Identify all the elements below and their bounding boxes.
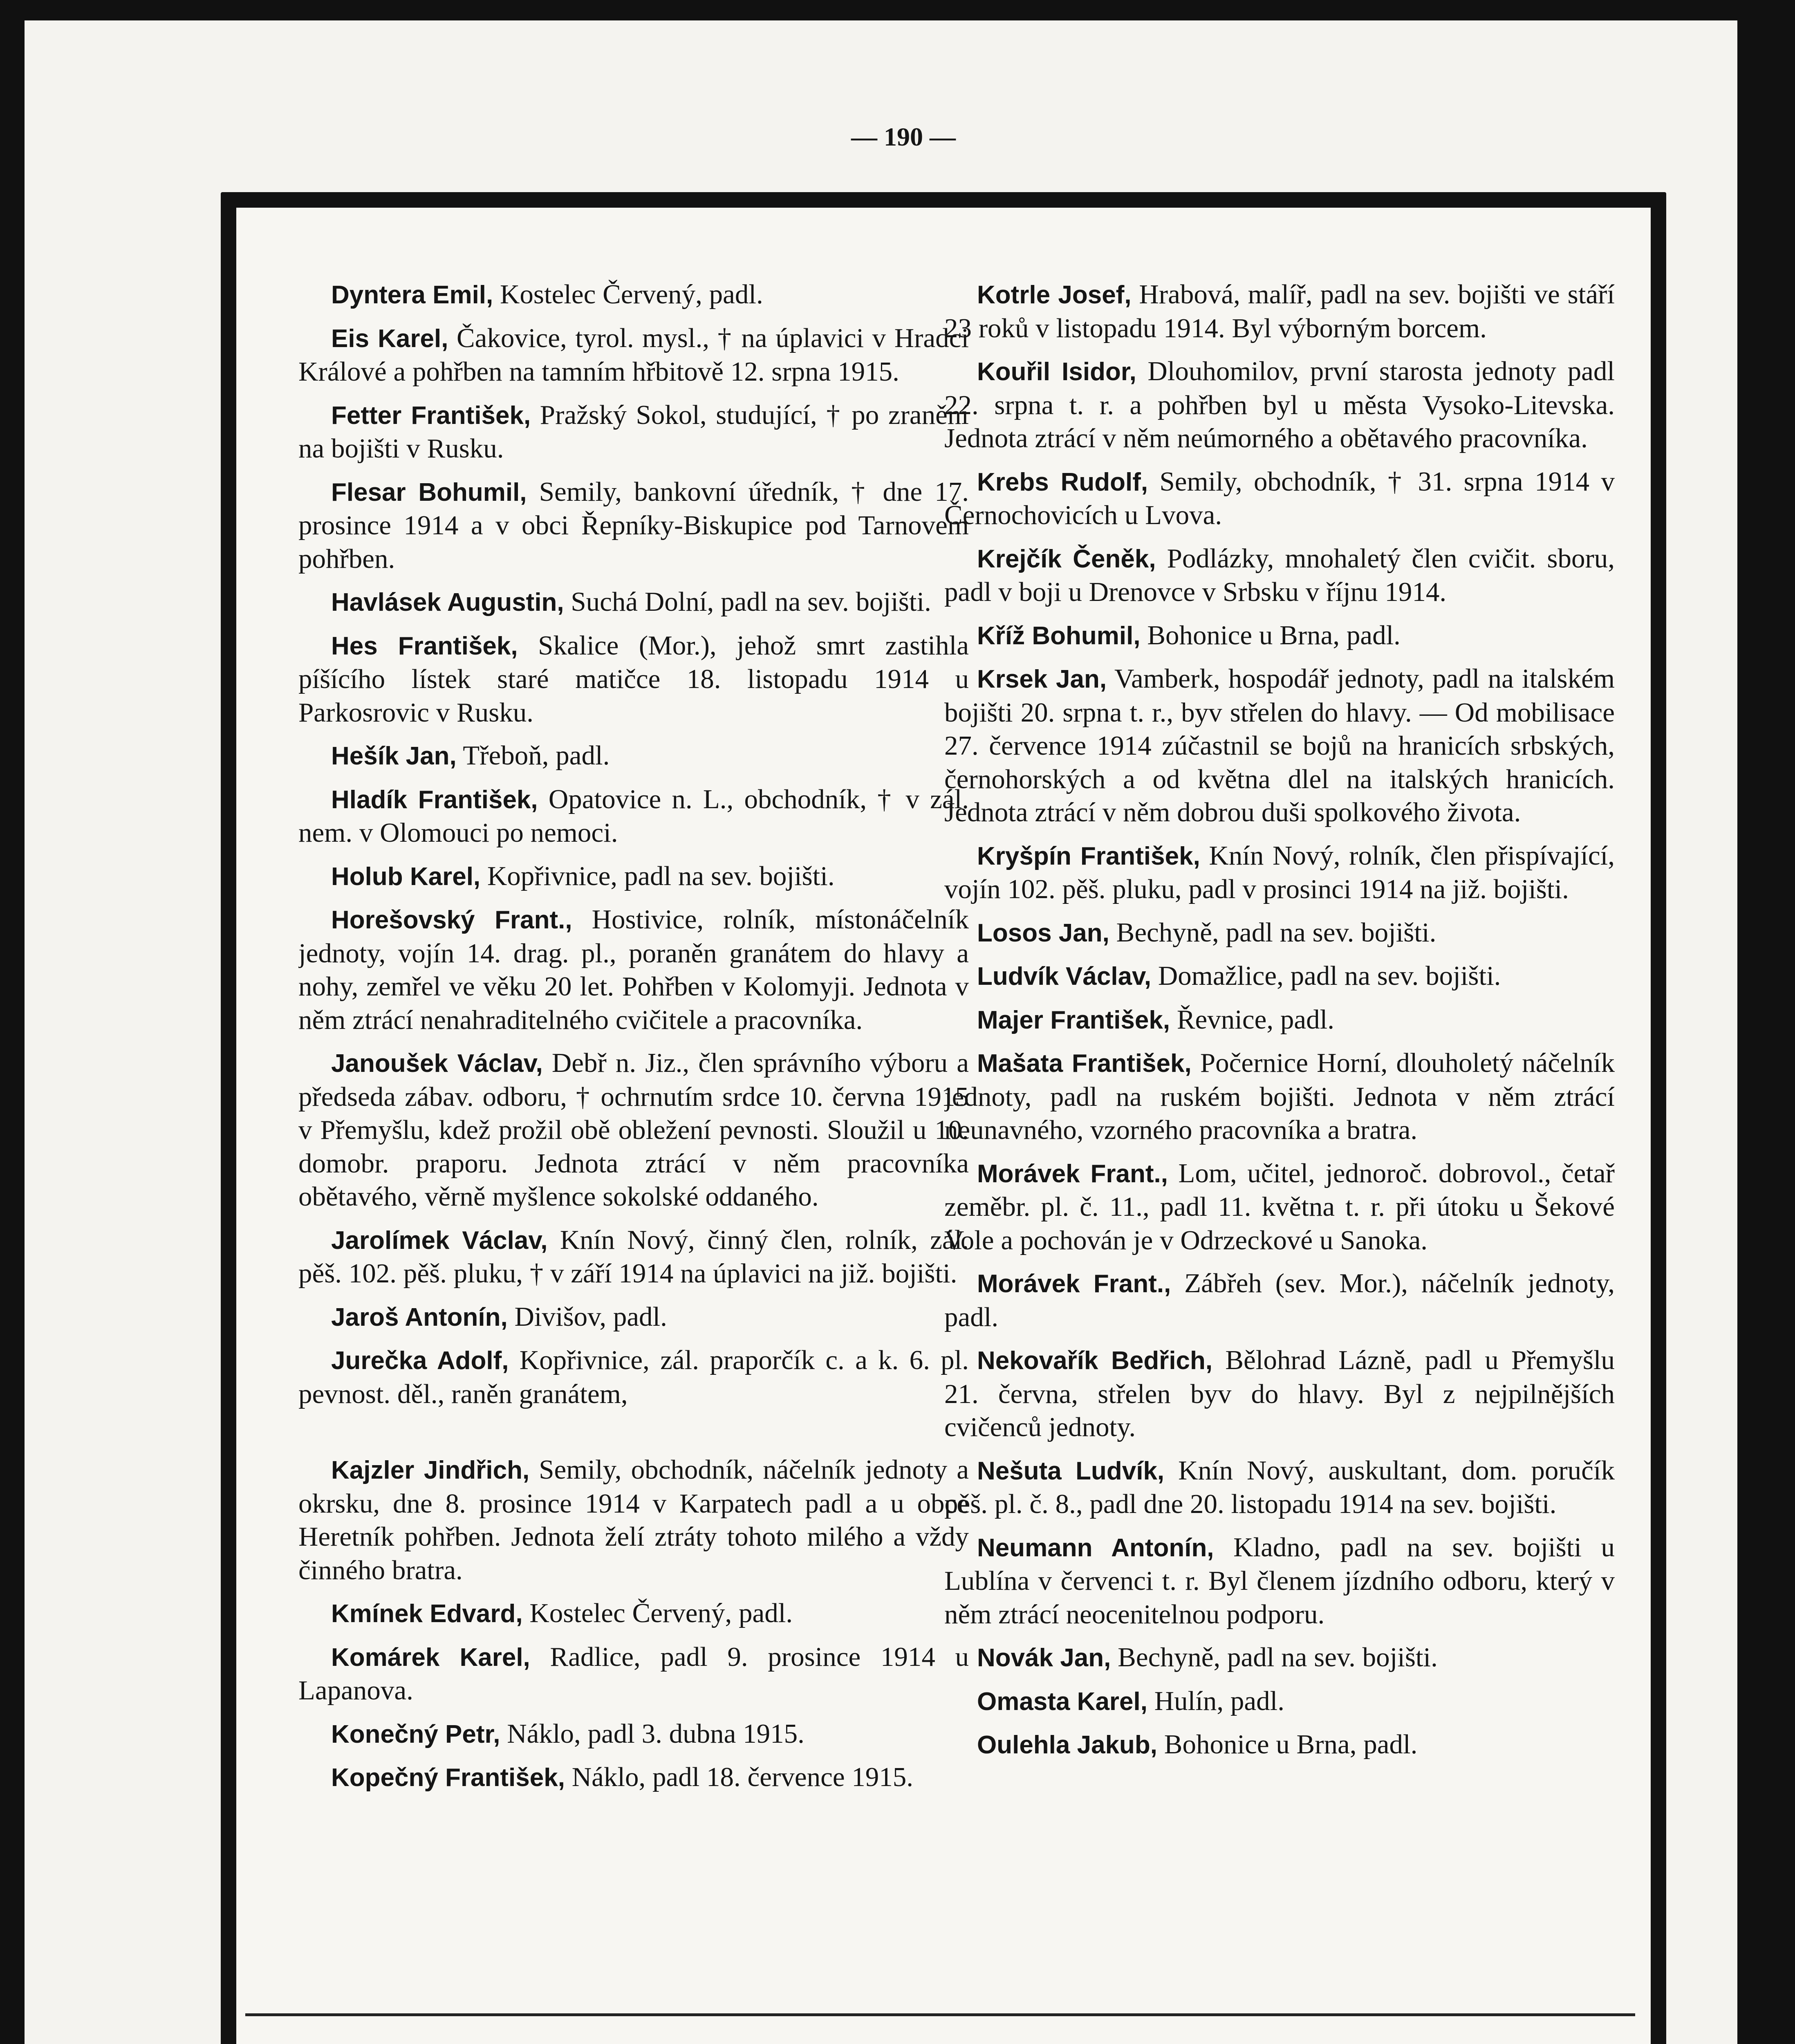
obituary-entry [944,619,1615,653]
entry-text: Náklo, padl 18. července 1915. [565,1762,914,1792]
entry-text: Bohonice u Brna, padl. [1157,1729,1418,1759]
entry-name: Novák Jan, [977,1644,1111,1672]
entry-text: Pražský Sokol, studující, † po zranění na bojišti v Rusku. [298,399,969,464]
entry-text: Hulín, padl. [1147,1685,1284,1716]
entry-name: Dyntera Emil, [331,281,493,309]
entry-text: Podlázky, mnohaletý člen cvičit. sboru, padl v boji u Drenovce v Srbsku v říjnu 1914. [944,543,1615,607]
entry-name: Jurečka Adolf, [331,1347,509,1375]
entry-text: Kladno, padl na sev. bojišti u Lublína v červenci t. r. Byl členem jízdního odboru, který v něm ztrácí neocenitelnou podporu. [944,1532,1615,1629]
entry-name: Kopečný František, [331,1764,565,1792]
entry-name: Kotrle Josef, [977,281,1132,309]
left-column [298,278,969,1975]
entry-text: Kostelec Červený, padl. [493,279,763,309]
entry-text: Třeboň, padl. [456,740,610,771]
entry-text: Semily, bankovní úředník, † dne 17. prosince 1914 a v obci Řepníky-Biskupice pod Tarnovem pohřben. [298,476,969,574]
entry-name: Krebs Rudolf, [977,468,1148,496]
entry-name: Kříž Bohumil, [977,621,1141,650]
obituary-entry [298,475,969,576]
entry-text: Semily, obchodník, náčelník jednoty a okrsku, dne 8. prosince 1914 v Karpatech padl a u obce Heretník pohřben. Jednota želí ztráty tohoto milého a vždy činného bratra. [298,1455,969,1585]
obituary-entry [944,916,1615,950]
obituary-entry [944,355,1615,455]
obituary-entry [298,739,969,773]
entry-text: Lom, učitel, jednoroč. dobrovol., četař zeměbr. pl. č. 11., padl 11. května t. r. při útoku u Šekové Vole a pochován je v Odrzeckové u Sanoka. [944,1158,1615,1255]
entry-text: Kopřivnice, zál. praporčík c. a k. 6. pl. pevnost. děl., raněn granátem, [298,1345,969,1409]
entry-text: Bohonice u Brna, padl. [1140,620,1401,650]
entry-text: Čakovice, tyrol. mysl., † na úplavici v Hradci Králové a pohřben na tamním hřbitově 12. srpna 1915. [298,323,969,387]
obituary-entry [944,465,1615,532]
obituary-entry [944,1531,1615,1632]
obituary-entry [298,629,969,730]
obituary-entry [944,1728,1615,1762]
entry-name: Holub Karel, [331,862,481,891]
obituary-entry [944,1641,1615,1675]
obituary-entry [944,1003,1615,1037]
entry-name: Krsek Jan, [977,665,1107,693]
entry-name: Krejčík Čeněk, [977,545,1156,573]
entry-name: Eis Karel, [331,324,448,353]
obituary-entry [944,278,1615,345]
entry-text: Knín Nový, auskultant, dom. poručík pěš. pl. č. 8., padl dne 20. listopadu 1914 na sev. bojišti. [944,1455,1615,1519]
obituary-entry [298,1761,969,1795]
entry-name: Fetter František, [331,401,531,430]
entry-name: Horešovský Frant., [331,906,572,934]
entry-name: Neumann Antonín, [977,1533,1214,1562]
obituary-entry [944,542,1615,609]
obituary-entry [298,1344,969,1411]
entry-name: Mašata František, [977,1049,1192,1078]
entry-text: Kopřivnice, padl na sev. bojišti. [480,861,835,891]
obituary-entry [944,1157,1615,1257]
entry-text: Zábřeh (sev. Mor.), náčelník jednoty, padl. [944,1268,1615,1332]
right-column [944,278,1615,1975]
obituary-entry [944,1047,1615,1147]
entry-text: Debř n. Jiz., člen správního výboru a předseda zábav. odboru, † ochrnutím srdce 10. června 1915 v Přemyšlu, kdež prožil obě obležení pevnosti. Sloužil u 10. domobr. praporu. Jednota ztrácí v něm pracovníka obětavého, věrně myšlence sokolské oddaného. [298,1048,969,1212]
entry-text: Kostelec Červený, padl. [522,1598,793,1628]
entry-text: Skalice (Mor.), jehož smrt zastihla píšícího lístek staré matičce 18. listopadu 1914 u Parkosrovic v Rusku. [298,630,969,728]
entry-text: Suchá Dolní, padl na sev. bojišti. [564,587,931,617]
entry-text: Divišov, padl. [507,1301,667,1332]
entry-name: Morávek Frant., [977,1159,1168,1188]
entry-name: Kouřil Isidor, [977,358,1136,386]
obituary-entry [298,1224,969,1291]
entry-name: Konečný Petr, [331,1720,500,1748]
obituary-entry [944,839,1615,906]
entry-text: Hrabová, malíř, padl na sev. bojišti ve stáří 23 roků v listopadu 1914. Byl výborným borcem. [944,279,1615,343]
entry-text: Knín Nový, rolník, člen přispívající, vojín 102. pěš. pluku, padl v prosinci 1914 na již. bojišti. [944,840,1615,904]
obituary-entry [944,662,1615,829]
entry-text: Hostivice, rolník, místonáčelník jednoty, vojín 14. drag. pl., poraněn granátem do hlavy a nohy, zemřel ve věku 20 let. Pohřben v Kolomyji. Jednota v něm ztrácí nenahraditelného cvičitele a pracovníka. [298,904,969,1035]
obituary-entry [298,903,969,1037]
entry-name: Ludvík Václav, [977,962,1152,991]
entry-name: Jarolímek Václav, [331,1226,548,1255]
obituary-entry [298,1717,969,1751]
entry-text: Dlouhomilov, první starosta jednoty padl 22. srpna t. r. a pohřben byl u města Vysoko-Litevska. Jednota ztrácí v něm neúmorného a obětavého pracovníka. [944,356,1615,453]
bottom-rule [245,2013,1635,2016]
entry-name: Jaroš Antonín, [331,1303,508,1331]
obituary-entry [298,860,969,894]
obituary-entry [944,1685,1615,1719]
entry-text: Domažlice, padl na sev. bojišti. [1151,961,1501,991]
entry-name: Oulehla Jakub, [977,1731,1158,1759]
obituary-entry [298,278,969,312]
entry-text: Radlice, padl 9. prosince 1914 u Lapanova. [298,1641,969,1706]
entry-text: Počernice Horní, dlouholetý náčelník jednoty, padl na ruském bojišti. Jednota v něm ztrácí neunavného, vzorného pracovníka a bratra. [944,1048,1615,1145]
entry-text: Řevnice, padl. [1170,1004,1334,1035]
entry-text: Náklo, padl 3. dubna 1915. [500,1718,805,1749]
entry-name: Komárek Karel, [331,1643,530,1672]
entry-name: Omasta Karel, [977,1687,1147,1716]
obituary-entry [298,1597,969,1631]
entry-name: Nešuta Ludvík, [977,1457,1165,1485]
column-gap [298,1421,969,1453]
obituary-entry [944,959,1615,993]
entry-text: Semily, obchodník, † 31. srpna 1914 v Černochovicích u Lvova. [944,466,1615,530]
entry-text: Vamberk, hospodář jednoty, padl na italském bojišti 20. srpna t. r., byv střelen do hlavy. — Od mobilisace 27. července 1914 zúčastnil se bojů na hranicích srbských, černohorských a od května dlel na italských hranicích. Jednota ztrácí v něm dobrou duši spolkového života. [944,663,1615,827]
obituary-entry [944,1267,1615,1334]
entry-text: Bechyně, padl na sev. bojišti. [1111,1642,1438,1672]
obituary-entry [298,1300,969,1334]
obituary-entry [944,1344,1615,1444]
entry-name: Hešík Jan, [331,742,457,770]
entry-text: Knín Nový, činný člen, rolník, zál. pěš. 102. pěš. pluku, † v září 1914 na úplavici na již. bojišti. [298,1224,969,1289]
entry-text: Bechyně, padl na sev. bojišti. [1109,917,1436,948]
entry-text: Bělohrad Lázně, padl u Přemyšlu 21. června, střelen byv do hlavy. Byl z nejpilnějších cvičenců jednoty. [944,1345,1615,1442]
entry-name: Morávek Frant., [977,1270,1171,1298]
entry-name: Flesar Bohumil, [331,478,527,507]
obituary-entry [298,585,969,619]
entry-text: Opatovice n. L., obchodník, † v zál. nem. v Olomouci po nemoci. [298,784,969,848]
entry-name: Kajzler Jindřich, [331,1456,530,1484]
obituary-entry [298,1641,969,1708]
obituary-entry [298,1453,969,1587]
entry-name: Kmínek Edvard, [331,1600,523,1628]
entry-name: Majer František, [977,1006,1170,1034]
obituary-entry [298,783,969,850]
entry-name: Hes František, [331,632,518,660]
obituary-entry [298,399,969,466]
obituary-entry [944,1454,1615,1521]
entry-name: Nekovařík Bedřich, [977,1347,1213,1375]
entry-name: Havlásek Augustin, [331,588,564,616]
entry-name: Janoušek Václav, [331,1049,543,1078]
entry-name: Kryšpín František, [977,842,1200,870]
page-number: — 190 — [851,122,956,151]
obituary-entry [298,322,969,389]
entry-name: Hladík František, [331,785,538,814]
obituary-entry [298,1047,969,1214]
entry-name: Losos Jan, [977,919,1109,947]
